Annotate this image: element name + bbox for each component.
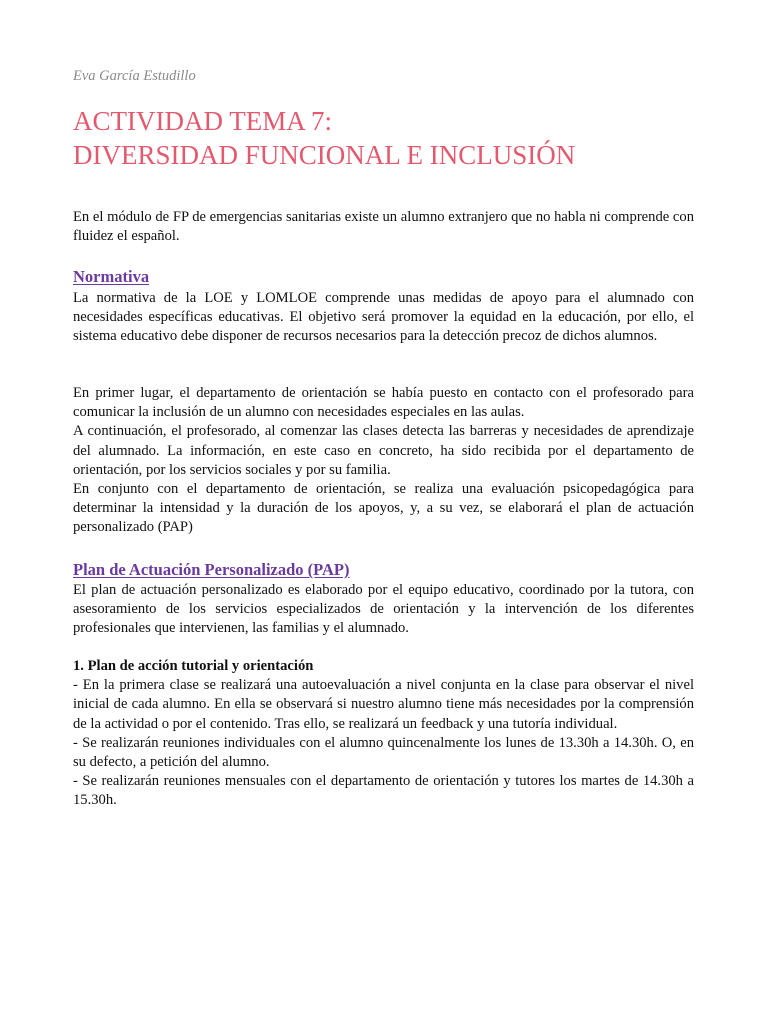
title-line-2: DIVERSIDAD FUNCIONAL E INCLUSIÓN	[73, 140, 576, 170]
author-name: Eva García Estudillo	[73, 68, 196, 84]
plan-item-3: - Se realizarán reuniones mensuales con el departamento de orientación y tutores los martes de 14.30h a 15.30h.	[73, 773, 694, 809]
section-heading-pap: Plan de Actuación Personalizado (PAP)	[73, 560, 350, 579]
intro-paragraph	[73, 208, 694, 246]
title-line-1: ACTIVIDAD TEMA 7:	[73, 106, 332, 136]
pap-paragraph: El plan de actuación personalizado es elaborado por el equipo educativo, coordinado por la tutora, con asesoramiento de los servicios especializados de orientación y la intervención de los diferentes profesionales que intervienen, las familias y el alumnado.	[73, 582, 694, 637]
normativa-paragraph-2: En primer lugar, el departamento de orientación se había puesto en contacto con el profesorado para comunicar la inclusión de un alumno con necesidades especiales en las aulas.	[73, 385, 694, 421]
plan-item-2: - Se realizarán reuniones individuales con el alumno quincenalmente los lunes de 13.30h a 14.30h. O, en su defecto, a petición del alumno.	[73, 734, 694, 771]
section-heading-normativa: Normativa	[73, 267, 150, 286]
normativa-paragraph-4: En conjunto con el departamento de orientación, se realiza una evaluación psicopedagógica para determinar la intensidad y la duración de los apoyos, y, a su vez, se elaborará el plan de actuación personalizado (PAP)	[73, 481, 694, 536]
normativa-paragraph-3: A continuación, el profesorado, al comenzar las clases detecta las barreras y necesidades de aprendizaje del alumnado. La información, en este caso en concreto, ha sido recibida por el departamento de orientación, por los servicios sociales y por su familia.	[73, 423, 694, 478]
intro-text: En el módulo de FP de emergencias sanitarias existe un alumno extranjero que no habla ni comprende con fluidez el español.	[73, 209, 694, 245]
normativa-section	[73, 289, 694, 347]
document-title	[73, 104, 575, 172]
pap-section	[73, 581, 694, 639]
plan-item-1: - En la primera clase se realizará una autoevaluación a nivel conjunta en la clase para observar el nivel inicial de cada alumno. En ella se observará si nuestro alumno tiene más necesidades por la comprensión de la actividad o por el contenido. Tras ello, se realizará un feedback y una tutoría individual.	[73, 677, 694, 732]
plan-accion-subheading: 1. Plan de acción tutorial y orientación	[73, 658, 314, 674]
normativa-paragraph-1: La normativa de la LOE y LOMLOE comprende unas medidas de apoyo para el alumnado con necesidades específicas educativas. El objetivo será promover la equidad en la educación, por ello, el sistema educativo debe disponer de recursos necesarios para la detección precoz de dichos alumnos.	[73, 290, 694, 345]
normativa-section-continued	[73, 384, 694, 538]
plan-accion-section	[73, 657, 694, 811]
